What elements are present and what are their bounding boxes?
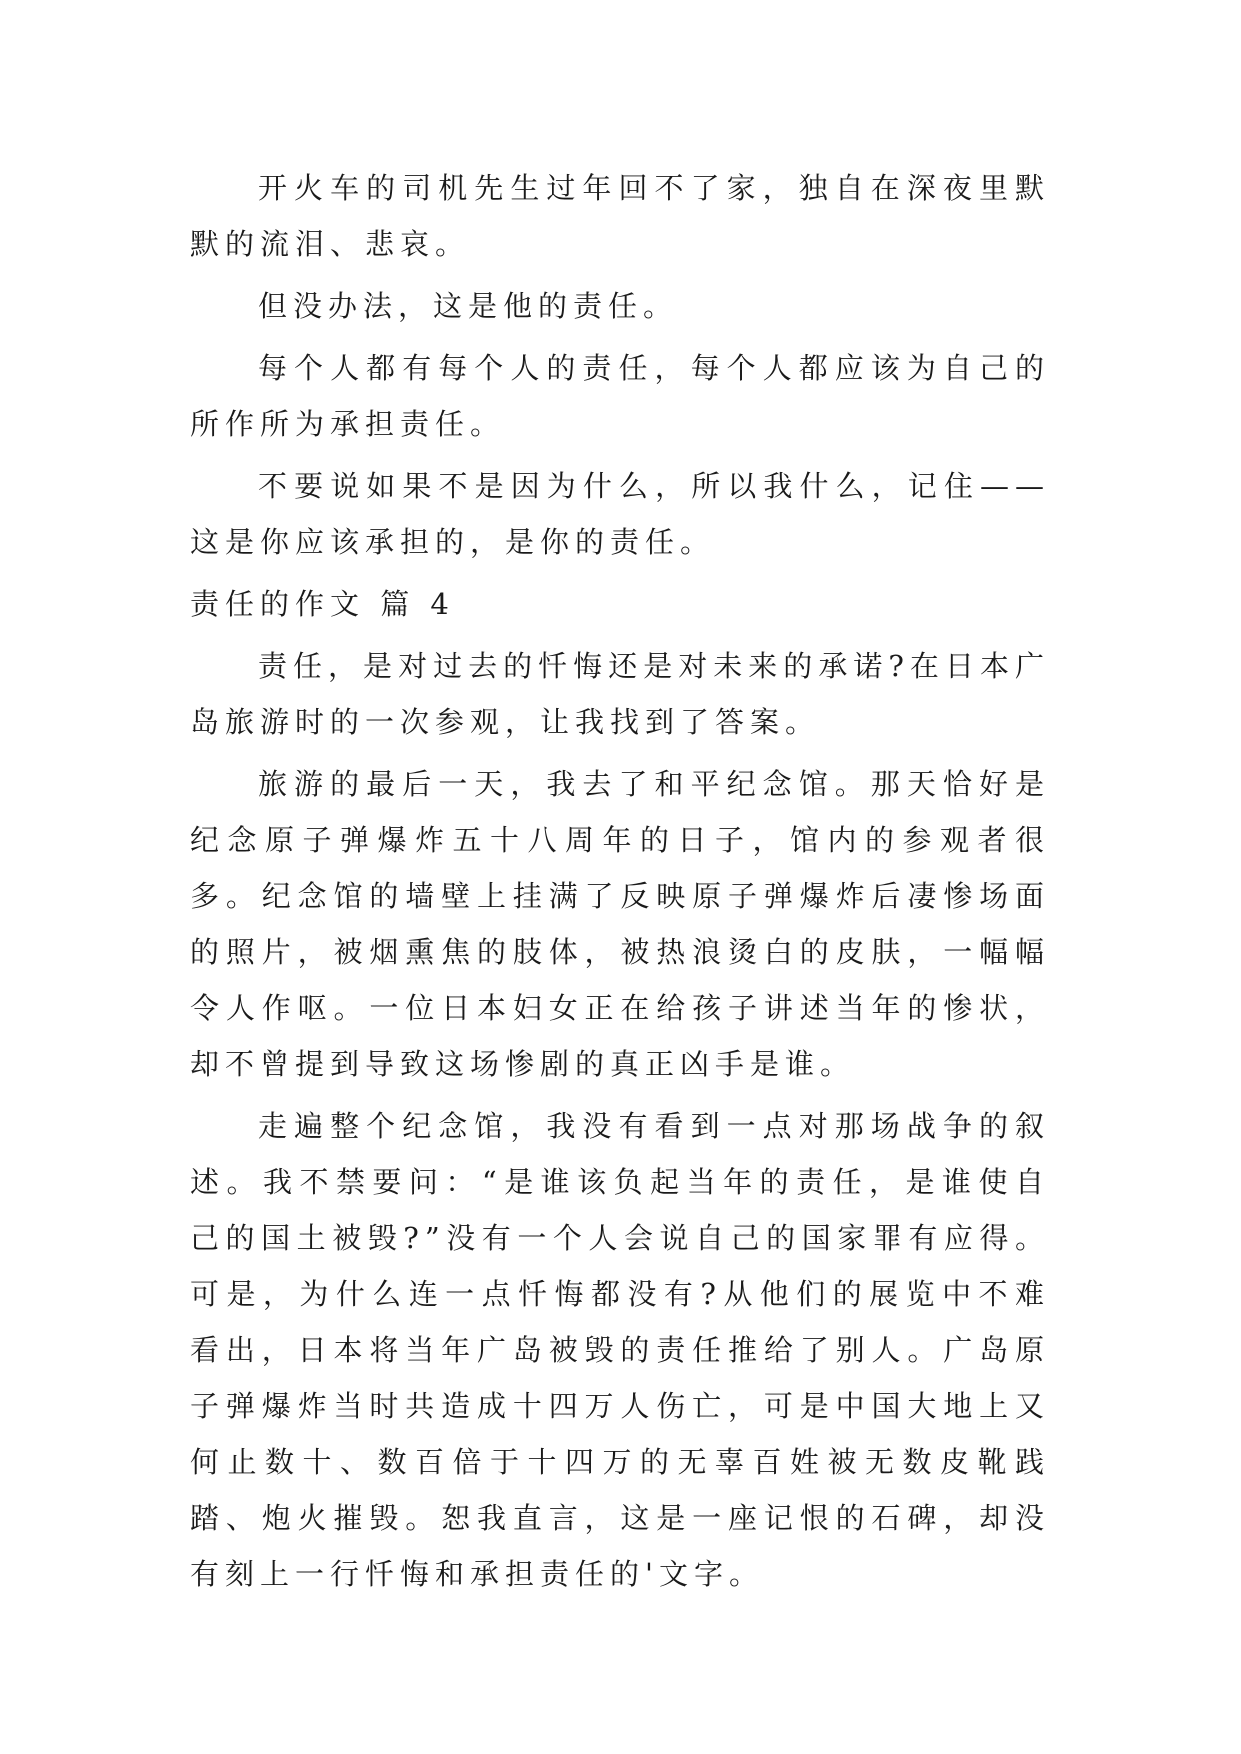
- paragraph-peace-memorial: 旅游的最后一天，我去了和平纪念馆。那天恰好是纪念原子弹爆炸五十八周年的日子，馆内的参观者很多。纪念馆的墙壁上挂满了反映原子弹爆炸后凄惨场面的照片，被烟熏焦的肢体，被热浪烫白的皮肤，一幅幅令人作呕。一位日本妇女正在给孩子讲述当年的惨状，却不曾提到导致这场惨剧的真正凶手是谁。: [190, 767, 1050, 1081]
- section-heading: 责任的作文 篇 4: [190, 587, 455, 621]
- document-body: [190, 160, 1050, 1602]
- paragraph-no-choice: 但没办法，这是他的责任。: [258, 289, 679, 323]
- paragraph-reflection: 走遍整个纪念馆，我没有看到一点对那场战争的叙述。我不禁要问：“是谁该负起当年的责任，是谁使自己的国土被毁?”没有一个人会说自己的国家罪有应得。可是，为什么连一点忏悔都没有?从他们的展览中不难看出，日本将当年广岛被毁的责任推给了别人。广岛原子弹爆炸当时共造成十四万人伤亡，可是中国大地上又何止数十、数百倍于十四万的无辜百姓被无数皮靴践踏、炮火摧毁。恕我直言，这是一座记恨的石碑，却没有刻上一行忏悔和承担责任的'文字。: [190, 1109, 1050, 1591]
- paragraph-driver: 开火车的司机先生过年回不了家，独自在深夜里默默的流泪、悲哀。: [190, 171, 1050, 261]
- paragraph-everyone-responsibility: 每个人都有每个人的责任，每个人都应该为自己的所作所为承担责任。: [190, 351, 1050, 441]
- paragraph-hiroshima-intro: 责任，是对过去的忏悔还是对未来的承诺?在日本广岛旅游时的一次参观，让我找到了答案。: [190, 649, 1050, 739]
- paragraph-remember: 不要说如果不是因为什么，所以我什么，记住——这是你应该承担的，是你的责任。: [190, 469, 1050, 559]
